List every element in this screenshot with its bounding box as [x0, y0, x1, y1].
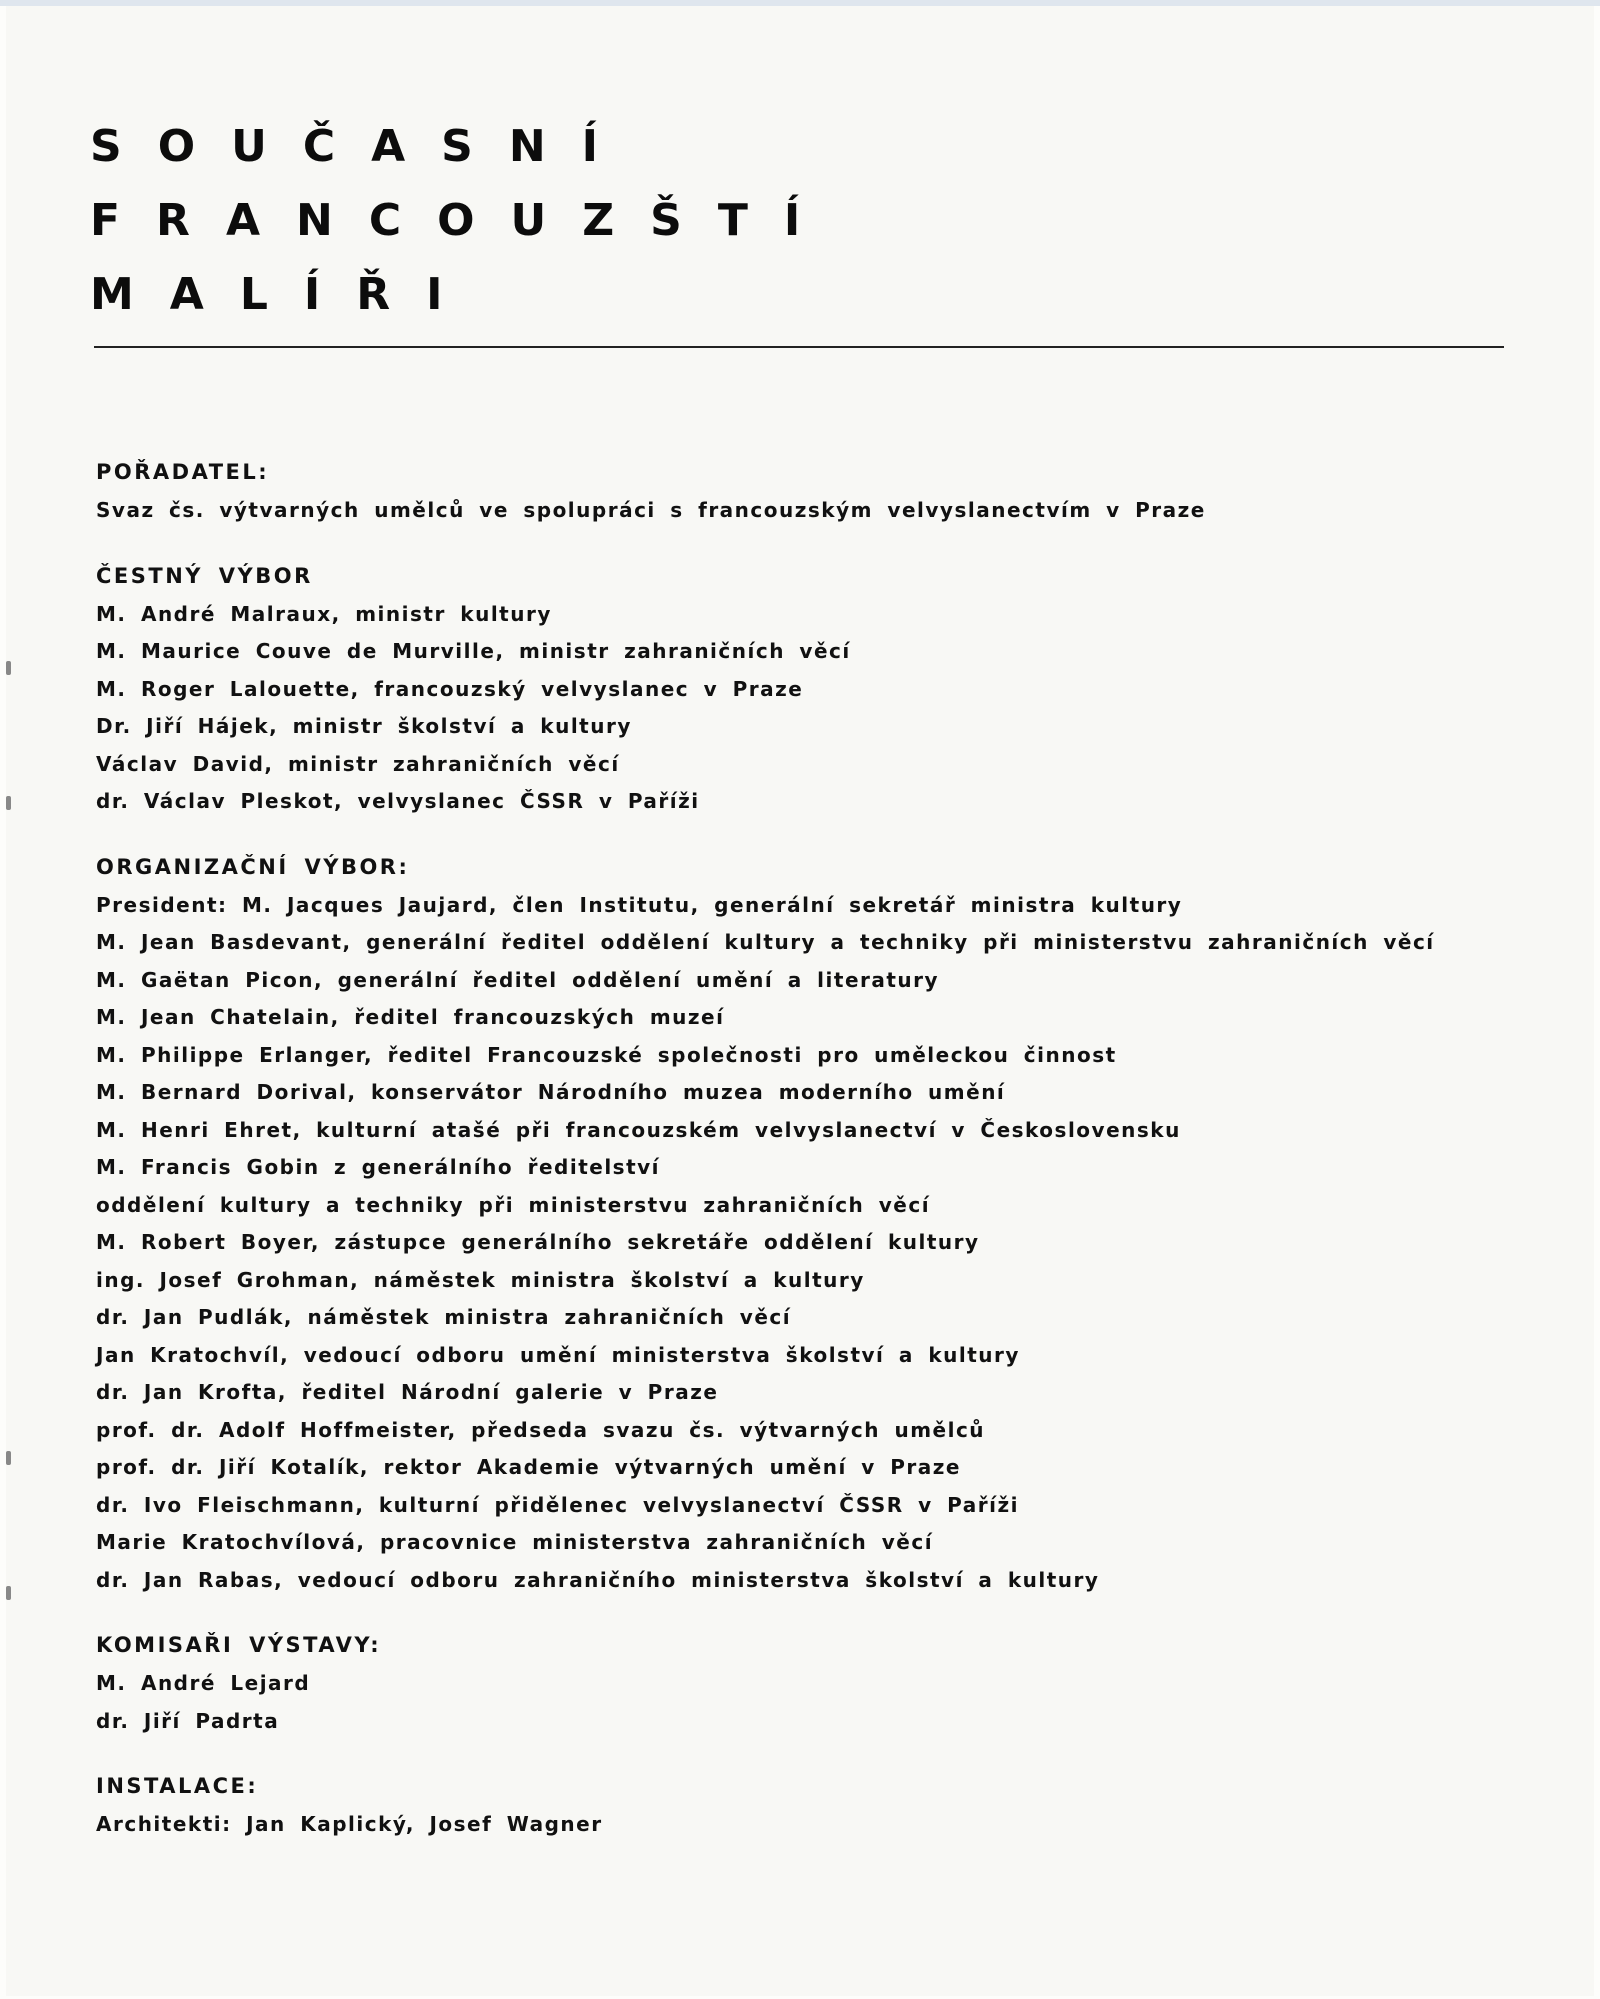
credit-line: M. Henri Ehret, kulturní atašé při francouzském velvyslanectví v Československu: [96, 1117, 1181, 1142]
credit-line: M. Bernard Dorival, konservátor Národního muzea moderního umění: [96, 1080, 1006, 1104]
credit-line: oddělení kultury a techniky při ministerstvu zahraničních věcí: [96, 1192, 931, 1217]
credit-line: M. Gaëtan Picon, generální ředitel oddělení umění a literatury: [96, 967, 940, 992]
credit-line: Architekti: Jan Kaplický, Josef Wagner: [96, 1812, 603, 1836]
binding-mark: [6, 661, 11, 675]
credit-line: ing. Josef Grohman, náměstek ministra školství a kultury: [96, 1267, 865, 1292]
title-divider: [94, 346, 1504, 348]
credits-content: [96, 452, 1516, 1870]
credit-line: M. André Lejard: [96, 1671, 311, 1695]
binding-mark: [6, 1451, 11, 1465]
document-title: [90, 110, 836, 332]
credit-line: prof. dr. Adolf Hoffmeister, předseda svazu čs. výtvarných umělců: [96, 1417, 986, 1442]
credit-line: M. Philippe Erlanger, ředitel Francouzské společnosti pro uměleckou činnost: [96, 1042, 1117, 1067]
credit-line: President: M. Jacques Jaujard, člen Institutu, generální sekretář ministra kultury: [96, 892, 1183, 917]
section-heading: ORGANIZAČNÍ VÝBOR:: [96, 854, 410, 879]
title-line: FRANCOUZŠTÍ: [90, 195, 837, 246]
title-line: MALÍŘI: [90, 269, 479, 320]
credit-line: M. Robert Boyer, zástupce generálního sekretáře oddělení kultury: [96, 1230, 980, 1254]
credit-line: dr. Ivo Fleischmann, kulturní přidělenec velvyslanectví ČSSR v Paříži: [96, 1492, 1019, 1517]
credit-line: Dr. Jiří Hájek, ministr školství a kultury: [96, 714, 632, 738]
credit-line: dr. Václav Pleskot, velvyslanec ČSSR v Paříži: [96, 789, 700, 813]
section-cestny-vybor: [96, 556, 1516, 821]
section-heading: POŘADATEL:: [96, 460, 270, 484]
credit-line: dr. Jan Rabas, vedoucí odboru zahraničního ministerstva školství a kultury: [96, 1567, 1100, 1592]
credit-line: dr. Jan Krofta, ředitel Národní galerie v Praze: [96, 1380, 719, 1404]
title-line: SOUČASNÍ: [90, 121, 635, 172]
credit-line: M. Maurice Couve de Murville, ministr zahraničních věcí: [96, 639, 851, 663]
binding-mark: [6, 1586, 11, 1600]
credit-line: M. Jean Basdevant, generální ředitel oddělení kultury a techniky při ministerstvu zahraničních věcí: [96, 930, 1435, 954]
section-heading: ČESTNÝ VÝBOR: [96, 563, 313, 588]
credit-line: Václav David, ministr zahraničních věcí: [96, 751, 620, 776]
credit-line: M. Roger Lalouette, francouzský velvyslanec v Praze: [96, 676, 804, 701]
section-poradatel: [96, 452, 1516, 530]
credit-line: Marie Kratochvílová, pracovnice ministerstva zahraničních věcí: [96, 1530, 934, 1554]
credit-line: dr. Jiří Padrta: [96, 1708, 280, 1733]
section-heading: KOMISAŘI VÝSTAVY:: [96, 1633, 382, 1657]
credit-line: dr. Jan Pudlák, náměstek ministra zahraničních věcí: [96, 1305, 792, 1329]
section-organizacni-vybor: [96, 847, 1516, 1600]
section-heading: INSTALACE:: [96, 1774, 259, 1798]
credit-line: Svaz čs. výtvarných umělců ve spolupráci s francouzským velvyslanectvím v Praze: [96, 498, 1206, 522]
credit-line: M. Jean Chatelain, ředitel francouzských muzeí: [96, 1005, 725, 1029]
section-komisari: [96, 1625, 1516, 1740]
credit-line: prof. dr. Jiří Kotalík, rektor Akademie výtvarných umění v Praze: [96, 1455, 961, 1479]
credit-line: M. Francis Gobin z generálního ředitelství: [96, 1155, 661, 1179]
binding-mark: [6, 796, 11, 810]
credit-line: Jan Kratochvíl, vedoucí odboru umění ministerstva školství a kultury: [96, 1342, 1020, 1367]
credit-line: M. André Malraux, ministr kultury: [96, 601, 552, 626]
section-instalace: [96, 1766, 1516, 1844]
